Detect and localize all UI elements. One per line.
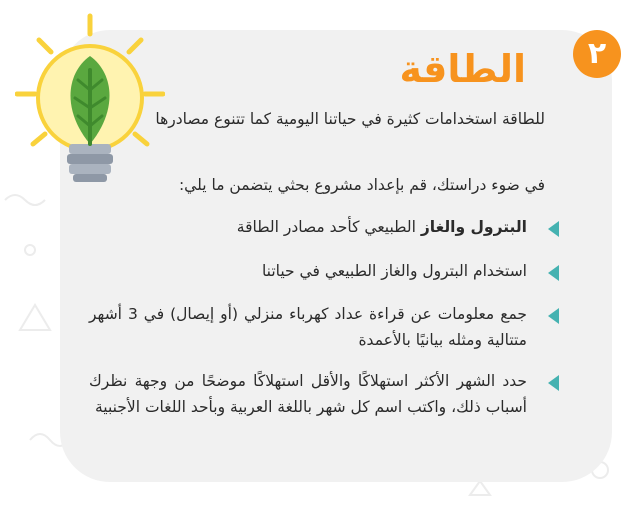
bullet-triangle-icon — [548, 375, 559, 391]
bullet-text — [89, 214, 527, 240]
list-item — [89, 258, 559, 284]
bullet-bold-text: البترول والغاز — [420, 218, 527, 236]
list-item — [89, 368, 559, 420]
bullet-text: جمع معلومات عن قراءة عداد كهرباء منزلي (أو إيصال) في 3 أشهر متتالية ومثله بيانيًا بالأعمدة — [89, 305, 527, 349]
bullet-text: حدد الشهر الأكثر استهلاكًا والأقل استهلاكًا موضحًا من وجهة نظرك أسباب ذلك، واكتب اسم كل شهر باللغة العربية وبأحد اللغات الأجنبية — [89, 372, 527, 416]
intro-text: للطاقة استخدامات كثيرة في حياتنا اليومية كما تتنوع مصادرها — [155, 110, 545, 128]
section-number-badge: ٢ — [573, 30, 621, 78]
list-item — [89, 214, 559, 240]
bullet-rest-text: الطبيعي كأحد مصادر الطاقة — [236, 218, 421, 236]
bullet-triangle-icon — [548, 308, 559, 324]
bullet-triangle-icon — [548, 221, 559, 237]
section-title: الطاقة — [399, 47, 526, 91]
lead-text: في ضوء دراستك، قم بإعداد مشروع بحثي يتضمن ما يلي: — [178, 176, 545, 194]
bullet-triangle-icon — [548, 265, 559, 281]
bullet-text: استخدام البترول والغاز الطبيعي في حياتنا — [261, 262, 527, 280]
list-item — [89, 301, 559, 353]
